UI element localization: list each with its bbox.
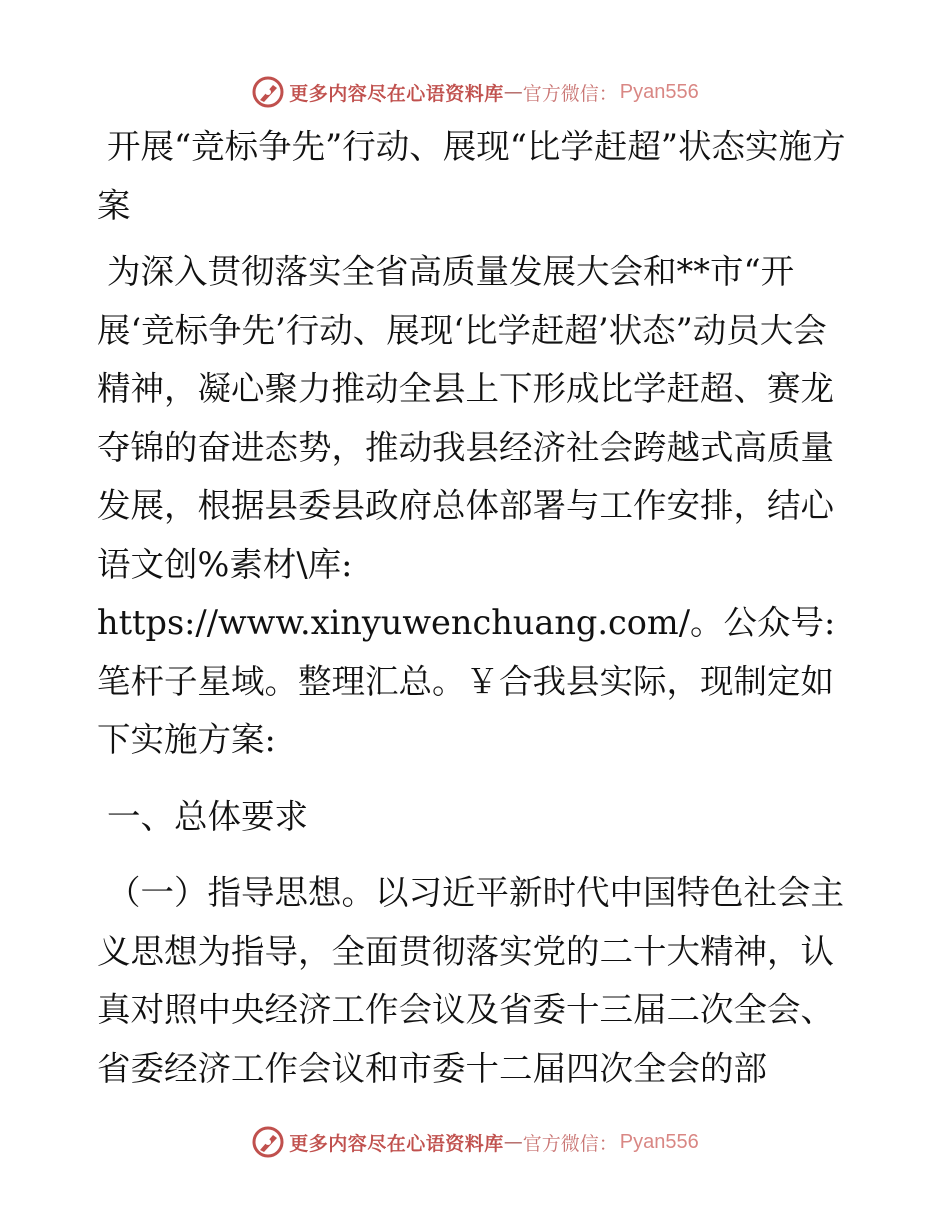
watermark-main-text: 更多内容尽在心语资料库 (289, 82, 504, 105)
watermark-main-text: 更多内容尽在心语资料库 (289, 1132, 504, 1155)
watermark-dash: — (503, 81, 523, 103)
header-watermark (0, 72, 950, 112)
watermark-sub-text: 官方微信： (522, 1132, 618, 1155)
document-title: 开展“竞标争先”行动、展现“比学赶超”状态实施方案 (97, 127, 846, 225)
document-body (97, 118, 857, 1098)
pen-logo-icon (251, 1125, 285, 1159)
footer-watermark (0, 1122, 950, 1162)
watermark-wechat-id: Pyan556 (619, 80, 699, 103)
intro-paragraph: 为深入贯彻落实全省高质量发展大会和**市“开展‘竞标争先’行动、展现‘比学赶超’状态”动员大会精神，凝心聚力推动全县上下形成比学赶超、赛龙夺锦的奋进态势，推动我县经济社会跨越式高质量发展，根据县委县政府总体部署与工作安排，结心语文创%素材\库: https://www.xinyuwenchuang.com/。公众号: 笔杆子星域。整理汇总。￥合我县实际，现制定如下实施方案: (97, 252, 836, 759)
watermark-dash: — (503, 1131, 523, 1153)
section-paragraph: （一）指导思想。以习近平新时代中国特色社会主义思想为指导，全面贯彻落实党的二十大精神，认真对照中央经济工作会议及省委十三届二次全会、省委经济工作会议和市委十二届四次全会的部 (97, 873, 844, 1088)
pen-logo-icon (251, 75, 285, 109)
section-heading: 一、总体要求 (107, 796, 308, 836)
watermark-wechat-id: Pyan556 (619, 1130, 699, 1153)
watermark-sub-text: 官方微信： (522, 82, 618, 105)
